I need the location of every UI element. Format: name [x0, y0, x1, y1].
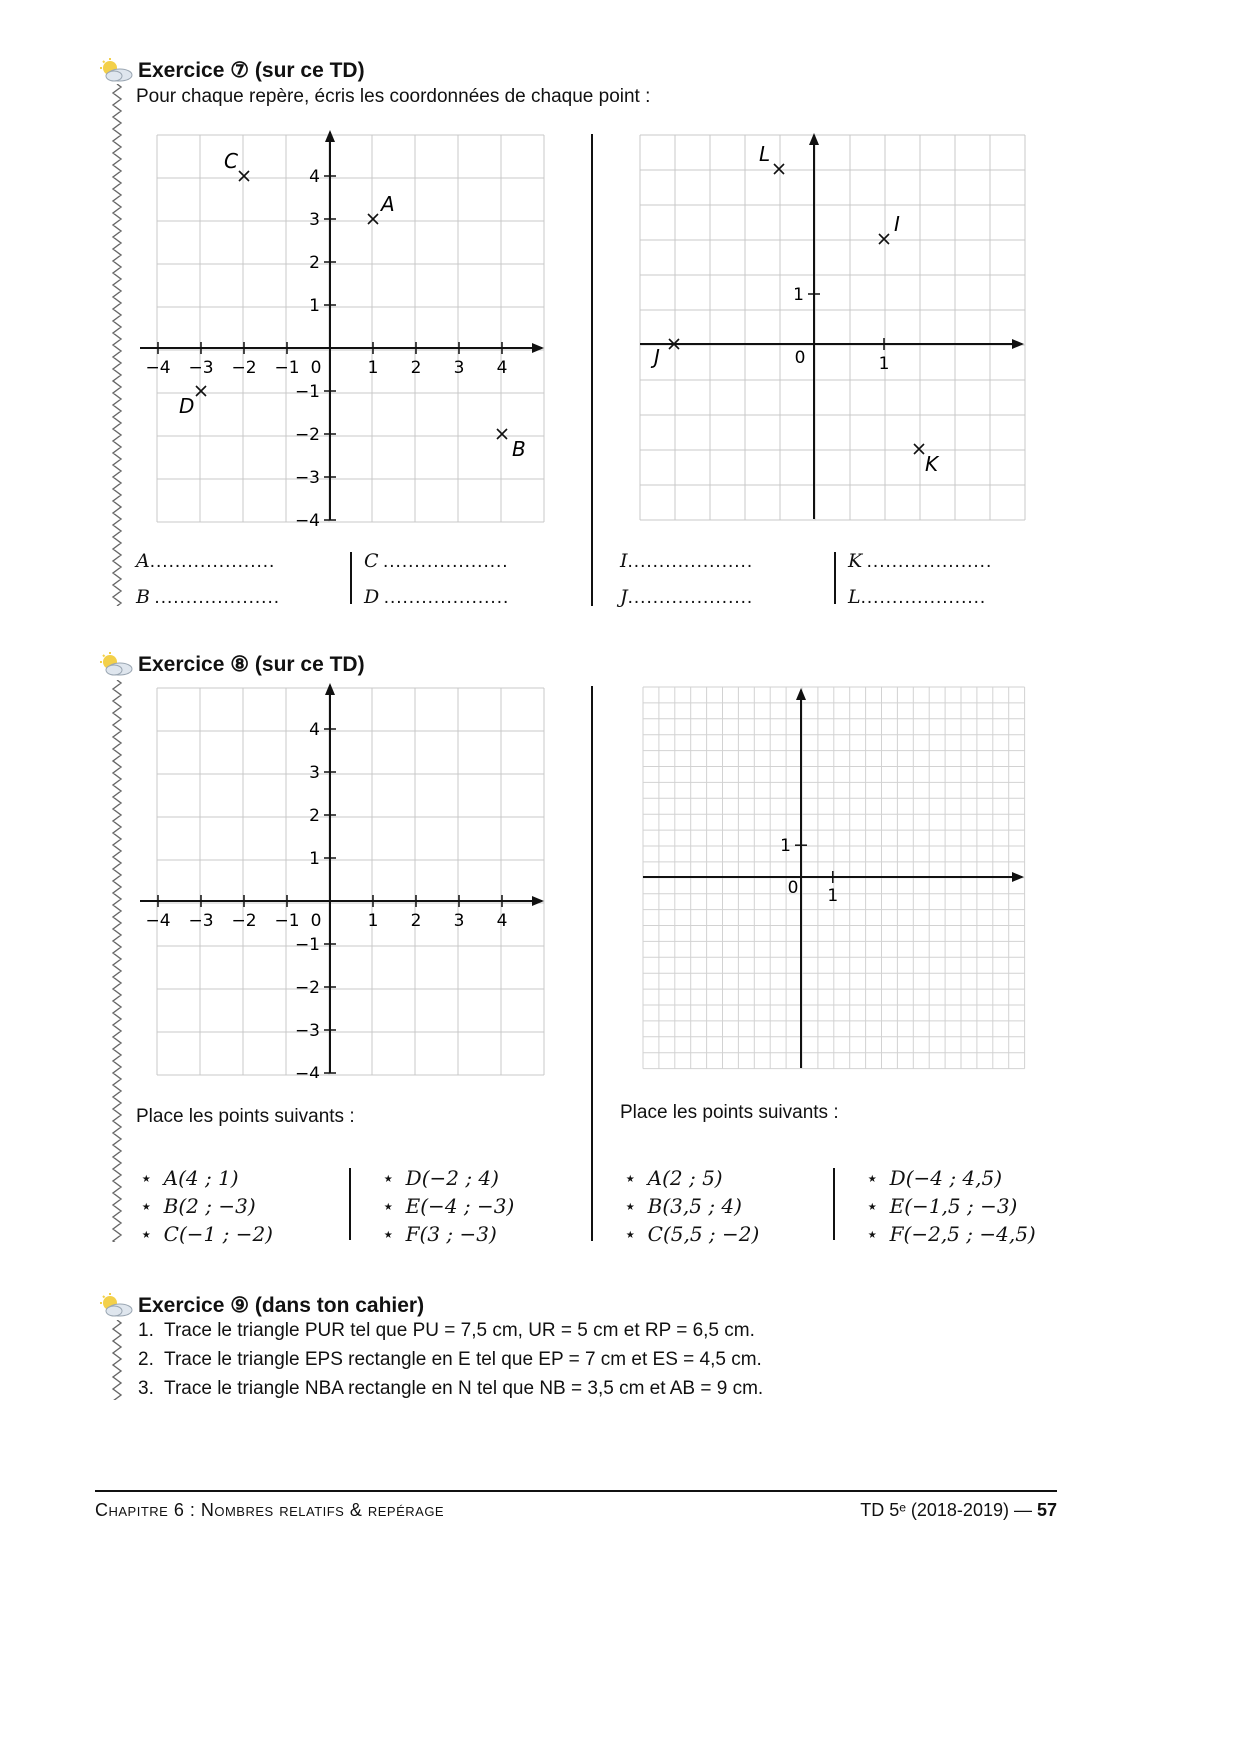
- x-tick-label: 2: [410, 911, 422, 931]
- exercise-9-item: 3. Trace le triangle NBA rectangle en N tel que NB = 3,5 cm et AB = 9 cm.: [138, 1378, 764, 1399]
- exercise-9-item: 1. Trace le triangle PUR tel que PU = 7,5 cm, UR = 5 cm et RP = 6,5 cm.: [138, 1320, 755, 1341]
- answer-divider: [350, 552, 352, 604]
- y-tick-label: −4: [294, 1064, 320, 1078]
- dotted-line: ....................: [866, 551, 993, 572]
- footer-info: TD 5ᵉ (2018-2019) — 57: [860, 1500, 1057, 1520]
- x-tick-label: −3: [188, 358, 214, 378]
- x-tick-label: 1: [367, 911, 379, 931]
- zigzag-line: [113, 680, 121, 1242]
- list-divider: [349, 1168, 351, 1240]
- list-item: ⋆ D(−4 ; 4,5): [866, 1166, 1003, 1190]
- answer-line-I[interactable]: [620, 550, 753, 573]
- list-item: ⋆ B(3,5 ; 4): [624, 1194, 742, 1218]
- y-tick-label: 4: [309, 720, 320, 740]
- dotted-line: ....................: [149, 551, 276, 572]
- list-item: ⋆ C(5,5 ; −2): [624, 1222, 760, 1246]
- exercise-7-instruction: Pour chaque repère, écris les coordonnées de chaque point :: [136, 86, 651, 107]
- point-label-I: I: [894, 212, 900, 236]
- point-label-B: B: [512, 437, 526, 461]
- answer-line-D[interactable]: [364, 586, 509, 609]
- x-tick-label: −2: [231, 358, 257, 378]
- answer-line-K[interactable]: [848, 550, 992, 573]
- point-B: [497, 429, 507, 439]
- point-label: B: [136, 586, 150, 608]
- exercise-9-item: 2. Trace le triangle EPS rectangle en E tel que EP = 7 cm et ES = 4,5 cm.: [138, 1349, 762, 1370]
- y-axis-arrow: [325, 683, 335, 695]
- list-item: ⋆ F(3 ; −3): [382, 1222, 497, 1246]
- point-label-K: K: [925, 452, 939, 476]
- point-label: A: [136, 550, 150, 572]
- point-C: [239, 171, 249, 181]
- y-tick-label: −2: [294, 425, 320, 445]
- dotted-line: ....................: [627, 587, 754, 608]
- x-tick-label: 0: [310, 911, 322, 931]
- x-tick-label: 1: [367, 358, 379, 378]
- x-axis-arrow: [532, 343, 544, 353]
- y-tick-label: 3: [309, 210, 320, 230]
- list-item: ⋆ E(−1,5 ; −3): [866, 1194, 1018, 1218]
- graph-ex7-left: [140, 125, 560, 530]
- point-list-left-1: [140, 1166, 273, 1250]
- graph-ex7-right: [630, 125, 1040, 530]
- origin-label: 0: [787, 878, 799, 898]
- x-tick-label: 1: [827, 886, 839, 906]
- y-tick-label: −2: [294, 978, 320, 998]
- x-tick-label: 2: [410, 358, 422, 378]
- sun-cloud-icon: [98, 652, 134, 678]
- y-tick-label: −1: [294, 935, 320, 955]
- x-axis-arrow: [1012, 872, 1024, 882]
- answer-line-C[interactable]: [364, 550, 509, 573]
- y-tick-label: −3: [294, 468, 320, 488]
- dotted-line: ....................: [383, 587, 510, 608]
- point-label: D: [364, 586, 380, 608]
- point-label-A: A: [381, 192, 395, 216]
- point-label: C: [364, 550, 379, 572]
- page-number: 57: [1036, 1500, 1057, 1520]
- y-tick-label: −4: [294, 511, 320, 530]
- list-item: ⋆ D(−2 ; 4): [382, 1166, 499, 1190]
- point-D: [196, 386, 206, 396]
- footer-chapter: Chapitre 6 : Nombres relatifs & repérage: [95, 1500, 445, 1520]
- x-tick-label: −4: [145, 911, 171, 931]
- y-tick-label: 2: [309, 806, 320, 826]
- x-tick-label: −2: [231, 911, 257, 931]
- x-tick-label: 4: [496, 358, 508, 378]
- y-axis-arrow: [796, 688, 806, 700]
- answer-line-B[interactable]: [136, 586, 280, 609]
- column-divider: [591, 134, 593, 606]
- answer-line-A[interactable]: [136, 550, 275, 573]
- x-tick-label: 3: [453, 911, 465, 931]
- x-tick-label: 4: [496, 911, 508, 931]
- x-tick-label: −3: [188, 911, 214, 931]
- place-points-prompt: Place les points suivants :: [620, 1102, 839, 1123]
- list-item: ⋆ C(−1 ; −2): [140, 1222, 273, 1246]
- dotted-line: ....................: [860, 587, 987, 608]
- point-list-left-2: [382, 1166, 514, 1250]
- place-points-prompt: Place les points suivants :: [136, 1106, 355, 1127]
- answer-divider: [834, 552, 836, 604]
- y-tick-label: −1: [294, 382, 320, 402]
- point-label-L: L: [759, 142, 771, 166]
- y-tick-label: 1: [309, 849, 320, 869]
- exercise-9-title: Exercice ⑨ (dans ton cahier): [138, 1294, 425, 1317]
- y-tick-label: 1: [780, 836, 791, 857]
- x-axis-arrow: [1012, 339, 1024, 349]
- y-axis-arrow: [325, 130, 335, 142]
- column-divider: [591, 686, 593, 1241]
- x-tick-label: −4: [145, 358, 171, 378]
- dotted-line: ....................: [383, 551, 509, 572]
- list-item: ⋆ E(−4 ; −3): [382, 1194, 515, 1218]
- zigzag-line: [113, 1320, 121, 1400]
- point-label: I: [620, 550, 628, 572]
- exercise-7-title: Exercice ⑦ (sur ce TD): [138, 59, 365, 82]
- x-tick-label: −1: [274, 911, 300, 931]
- point-I: [879, 234, 889, 244]
- answer-line-J[interactable]: [620, 586, 753, 609]
- graph-ex8-right[interactable]: [634, 678, 1044, 1078]
- list-item: ⋆ F(−2,5 ; −4,5): [866, 1222, 1036, 1246]
- point-label-D: D: [179, 394, 195, 418]
- sun-cloud-icon: [98, 1293, 134, 1319]
- footer-rule: [95, 1490, 1057, 1492]
- point-label-C: C: [224, 149, 238, 173]
- answer-line-L[interactable]: [848, 586, 986, 609]
- point-label: K: [848, 550, 863, 572]
- margin-zigzag: [110, 84, 124, 606]
- y-tick-label: 4: [309, 167, 320, 187]
- point-A: [368, 214, 378, 224]
- x-tick-label: 0: [310, 358, 322, 378]
- list-item: ⋆ B(2 ; −3): [140, 1194, 256, 1218]
- x-tick-label: 3: [453, 358, 465, 378]
- point-label: J: [620, 586, 628, 608]
- y-tick-label: 3: [309, 763, 320, 783]
- x-axis-arrow: [532, 896, 544, 906]
- y-tick-label: 1: [793, 285, 804, 305]
- list-item: ⋆ A(4 ; 1): [140, 1166, 239, 1190]
- sun-cloud-icon: [98, 58, 134, 84]
- dotted-line: ....................: [627, 551, 754, 572]
- margin-zigzag: [110, 1320, 124, 1400]
- list-divider: [833, 1168, 835, 1240]
- margin-zigzag: [110, 680, 124, 1242]
- dotted-line: ....................: [154, 587, 280, 608]
- origin-label: 0: [794, 348, 806, 368]
- point-list-right-2: [866, 1166, 1036, 1250]
- point-list-right-1: [624, 1166, 759, 1250]
- point-label: L: [848, 586, 861, 608]
- y-tick-label: −3: [294, 1021, 320, 1041]
- point-K: [914, 444, 924, 454]
- graph-ex8-left[interactable]: [140, 678, 560, 1078]
- y-tick-label: 2: [309, 253, 320, 273]
- x-tick-label: −1: [274, 358, 300, 378]
- point-L: [774, 164, 784, 174]
- point-label-J: J: [654, 345, 660, 369]
- list-item: ⋆ A(2 ; 5): [624, 1166, 723, 1190]
- y-tick-label: 1: [309, 296, 320, 316]
- x-tick-label: 1: [878, 354, 890, 374]
- exercise-8-title: Exercice ⑧ (sur ce TD): [138, 653, 365, 676]
- zigzag-line: [113, 84, 121, 606]
